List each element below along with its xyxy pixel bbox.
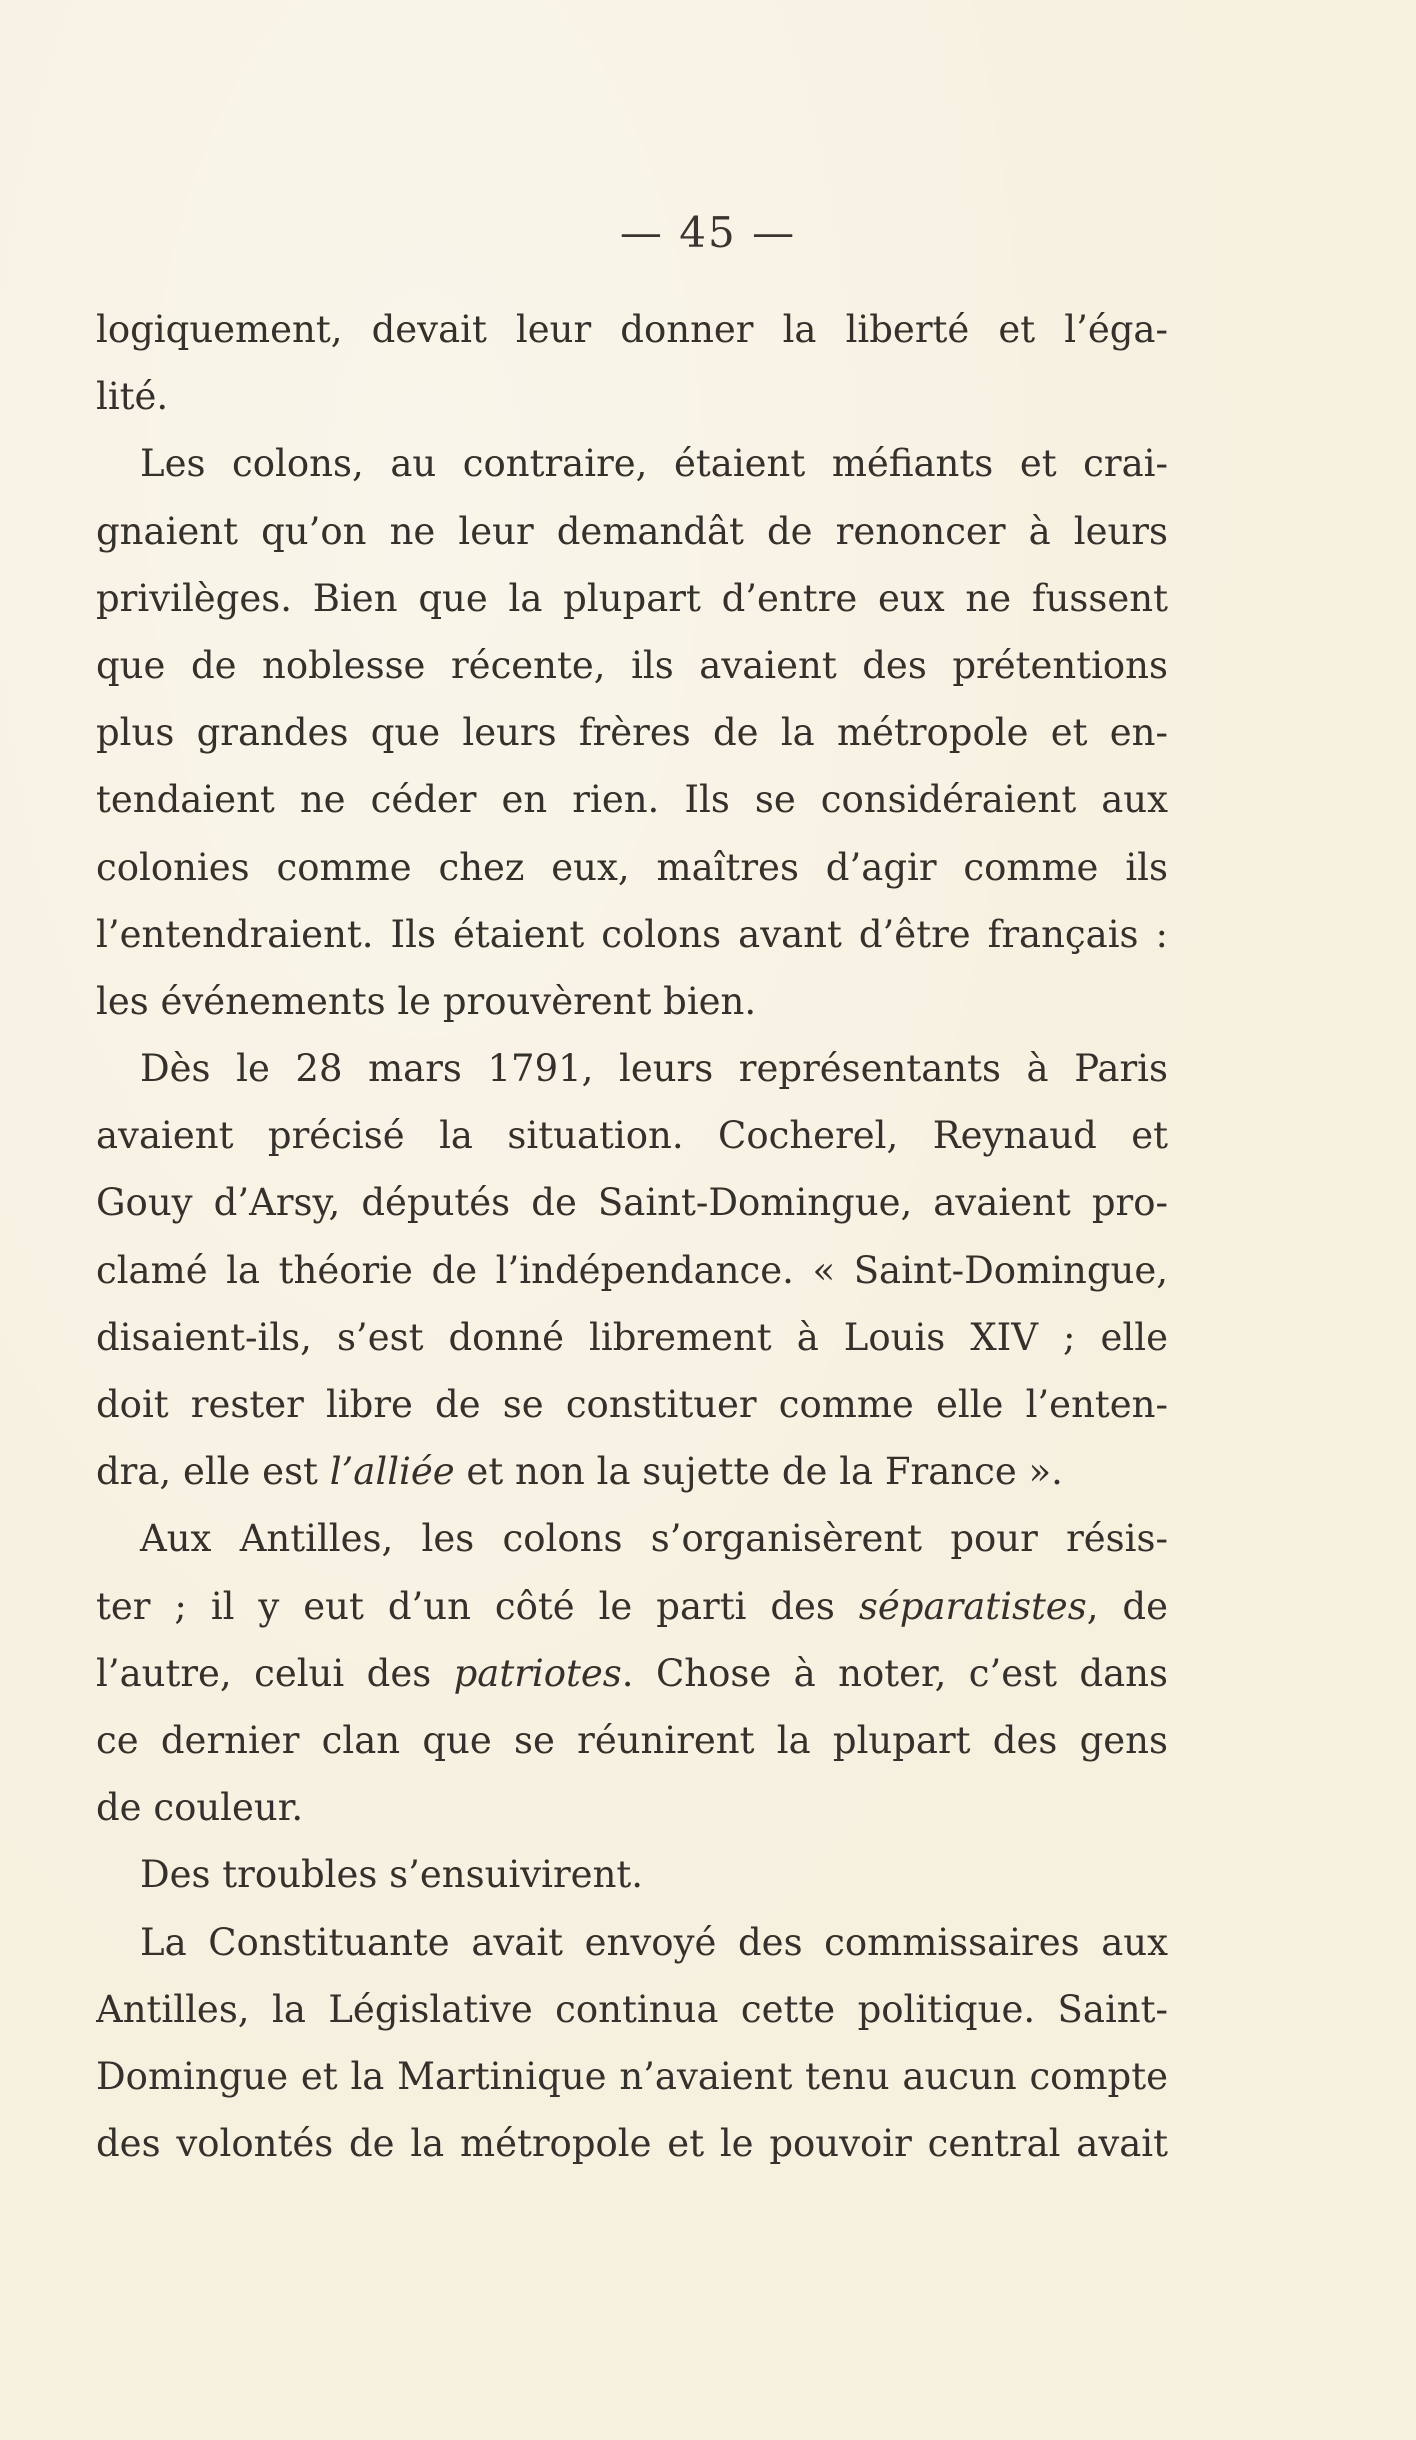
text-line: privilèges. Bien que la plupart d’entre eux ne fussent [96,576,1168,620]
text-line: Aux Antilles, les colons s’organisèrent pour résis- [140,1517,1168,1561]
text-line: les événements le prouvèrent bien. [96,979,757,1023]
text-segment: . Chose à noter, c’est dans [621,1651,1168,1695]
text-line: lité. [96,375,169,419]
text-segment: l’autre, celui des [96,1651,454,1695]
text-line: l’entendraient. Ils étaient colons avant d’être français : [96,912,1168,956]
italic-term: séparatistes [858,1584,1087,1628]
text-segment: dra, elle est [96,1450,330,1494]
text-line: de couleur. [96,1786,304,1830]
text-line: Des troubles s’ensuivirent. [140,1853,644,1897]
text-line [96,1640,1168,1707]
text-line: plus grandes que leurs frères de la métropole et en- [96,711,1168,755]
text-line: logiquement, devait leur donner la liberté et l’éga- [96,308,1168,351]
text-line: colonies comme chez eux, maîtres d’agir comme ils [96,845,1168,889]
text-line: Dès le 28 mars 1791, leurs représentants à Paris [140,1047,1168,1091]
text-line [96,1573,1168,1640]
text-segment: ter ; il y eut d’un côté le parti des [96,1584,859,1628]
text-line: gnaient qu’on ne leur demandât de renoncer à leurs [96,509,1168,553]
text-line: ce dernier clan que se réunirent la plupart des gens [96,1718,1168,1762]
text-line: avaient précisé la situation. Cocherel, Reynaud et [96,1114,1168,1158]
text-line: Domingue et la Martinique n’avaient tenu aucun compte [96,2054,1168,2098]
text-line: Les colons, au contraire, étaient méfiants et crai- [140,442,1168,486]
text-line: Antilles, la Législative continua cette politique. Saint- [96,1987,1168,2031]
text-line: La Constituante avait envoyé des commissaires aux [140,1920,1168,1964]
text-line: doit rester libre de se constituer comme elle l’enten- [96,1383,1168,1426]
text-line: tendaient ne céder en rien. Ils se considéraient aux [96,778,1168,822]
text-line: Gouy d’Arsy, députés de Saint-Domingue, avaient pro- [96,1181,1168,1225]
italic-term: l’alliée [329,1450,455,1494]
text-line: clamé la théorie de l’indépendance. « Saint-Domingue, [96,1248,1168,1292]
italic-term: patriotes [453,1651,622,1695]
text-segment: , de [1086,1584,1168,1628]
body-text [96,296,1168,2177]
page-number: — 45 — [619,208,797,257]
text-segment: et non la sujette de la France ». [454,1450,1063,1494]
text-line: que de noblesse récente, ils avaient des prétentions [96,643,1168,687]
text-line: disaient-ils, s’est donné librement à Louis XIV ; elle [96,1315,1168,1359]
text-line: des volontés de la métropole et le pouvoir central avait [96,2122,1168,2166]
text-line [96,1438,1168,1505]
